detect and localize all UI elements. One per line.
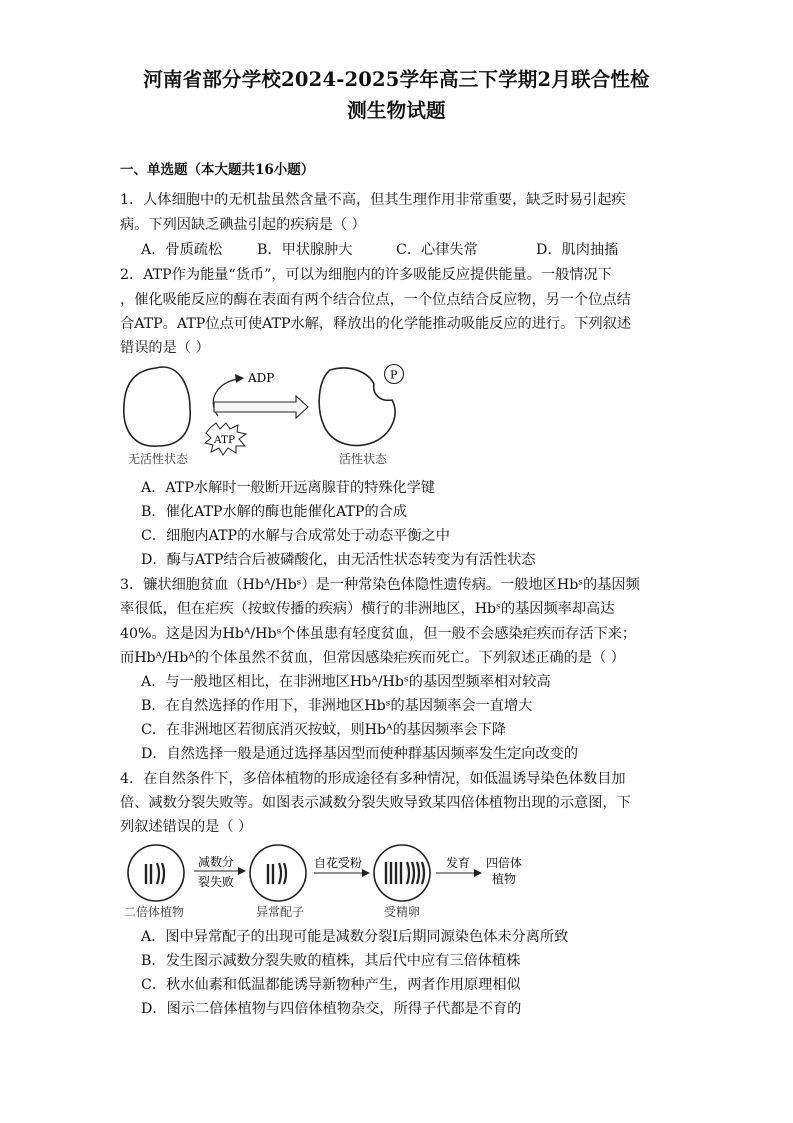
q3-line: 而Hbᴬ/Hbᴬ的个体虽然不贫血，但常因感染疟疾而死亡。下列叙述正确的是（ ） xyxy=(120,650,625,666)
atp-label: ATP xyxy=(214,434,236,446)
polyploidy-figure xyxy=(118,840,538,922)
zygote-label: 受精卵 xyxy=(384,905,421,919)
arrow1-label-bottom: 裂失败 xyxy=(198,875,235,889)
arrow1-label-top: 减数分 xyxy=(198,855,235,869)
q4-option-a: A．图中异常配子的出现可能是减数分裂Ⅰ后期同源染色体未分离所致 xyxy=(141,929,569,945)
q4-option-c: C．秋水仙素和低温都能诱导新物种产生，两者作用原理相似 xyxy=(141,977,521,993)
q3-line: 率很低，但在疟疾（按蚊传播的疾病）横行的非洲地区，Hbˢ的基因频率却高达 xyxy=(120,601,615,617)
arrow2-label: 自花受粉 xyxy=(314,856,363,870)
adp-label: ADP xyxy=(248,371,275,385)
q1-option-a: A．骨质疏松 xyxy=(141,242,223,258)
inactive-enzyme-shape xyxy=(124,367,190,446)
page-title-line1: 河南省部分学校2024-2025学年高三下学期2月联合性检 xyxy=(143,68,650,91)
q1-line: 病。下列因缺乏碘盐引起的疾病是（ ） xyxy=(120,217,366,233)
inactive-state-label: 无活性状态 xyxy=(128,452,189,466)
diploid-cell xyxy=(128,845,184,901)
q3-option-c: C．在非洲地区若彻底消灭按蚊，则Hbᴬ的基因频率会下降 xyxy=(141,722,507,738)
q3-line: 40%。这是因为Hbᴬ/Hbˢ个体虽患有轻度贫血，但一般不会感染疟疾而存活下来； xyxy=(120,626,637,642)
q4-option-b: B．发生图示减数分裂失败的植株，其后代中应有三倍体植株 xyxy=(141,953,521,969)
q1-option-d: D．肌肉抽搐 xyxy=(536,242,619,258)
result-label-top: 四倍体 xyxy=(486,856,523,870)
q2-option-d: D．酶与ATP结合后被磷酸化，由无活性状态转变为有活性状态 xyxy=(141,552,536,568)
q2-line: 2．ATP作为能量“货币”，可以为细胞内的许多吸能反应提供能量。一般情况下 xyxy=(120,267,612,283)
q2-line: ，催化吸能反应的酶在表面有两个结合位点，一个位点结合反应物，另一个位点结 xyxy=(120,292,631,308)
q1-option-c: C．心律失常 xyxy=(396,242,478,258)
arrow3-label: 发育 xyxy=(446,856,471,870)
page-title-line2: 测生物试题 xyxy=(347,99,446,122)
q4-line: 列叙述错误的是（ ） xyxy=(120,819,253,835)
result-label-bottom: 植物 xyxy=(492,872,517,886)
q3-option-a: A．与一般地区相比，在非洲地区Hbᴬ/Hbˢ的基因型频率相对较高 xyxy=(141,674,551,690)
diploid-label: 二倍体植物 xyxy=(124,905,185,919)
transition-arrow xyxy=(214,396,308,418)
q4-line: 4．在自然条件下，多倍体植物的形成途径有多种情况，如低温诱导染色体数目加 xyxy=(120,771,626,787)
q2-line: 错误的是（ ） xyxy=(120,340,210,356)
q2-line: 合ATP。ATP位点可使ATP水解，释放出的化学能推动吸能反应的进行。下列叙述 xyxy=(120,316,632,332)
q3-option-b: B．在自然选择的作用下，非洲地区Hbˢ的基因频率会一直增大 xyxy=(141,698,533,714)
gamete-label: 异常配子 xyxy=(256,905,305,919)
q1-option-b: B．甲状腺肿大 xyxy=(257,242,353,258)
phosphate-label: P xyxy=(390,368,398,382)
active-state-label: 活性状态 xyxy=(339,452,388,466)
q1-line: 1．人体细胞中的无机盐虽然含量不高，但其生理作用非常重要，缺乏时易引起疾 xyxy=(120,192,626,208)
section-heading: 一、单选题（本大题共16小题） xyxy=(120,162,315,178)
q3-line: 3．镰状细胞贫血（Hbᴬ/Hbˢ）是一种常染色体隐性遗传病。一般地区Hbˢ的基因频 xyxy=(120,577,640,593)
q4-option-d: D．图示二倍体植物与四倍体植物杂交，所得子代都是不育的 xyxy=(141,1001,522,1017)
active-enzyme-shape xyxy=(319,368,395,446)
q3-option-d: D．自然选择一般是通过选择基因型而使种群基因频率发生定向改变的 xyxy=(141,746,579,762)
enzyme-atp-figure xyxy=(118,360,418,470)
q2-option-a: A．ATP水解时一般断开远离腺苷的特殊化学键 xyxy=(141,480,436,496)
q2-option-c: C．细胞内ATP的水解与合成常处于动态平衡之中 xyxy=(141,528,450,544)
q2-option-b: B．催化ATP水解的酶也能催化ATP的合成 xyxy=(141,504,408,520)
gamete-cell xyxy=(250,845,306,901)
q4-line: 倍、减数分裂失败等。如图表示减数分裂失败导致某四倍体植物出现的示意图，下 xyxy=(120,795,631,811)
